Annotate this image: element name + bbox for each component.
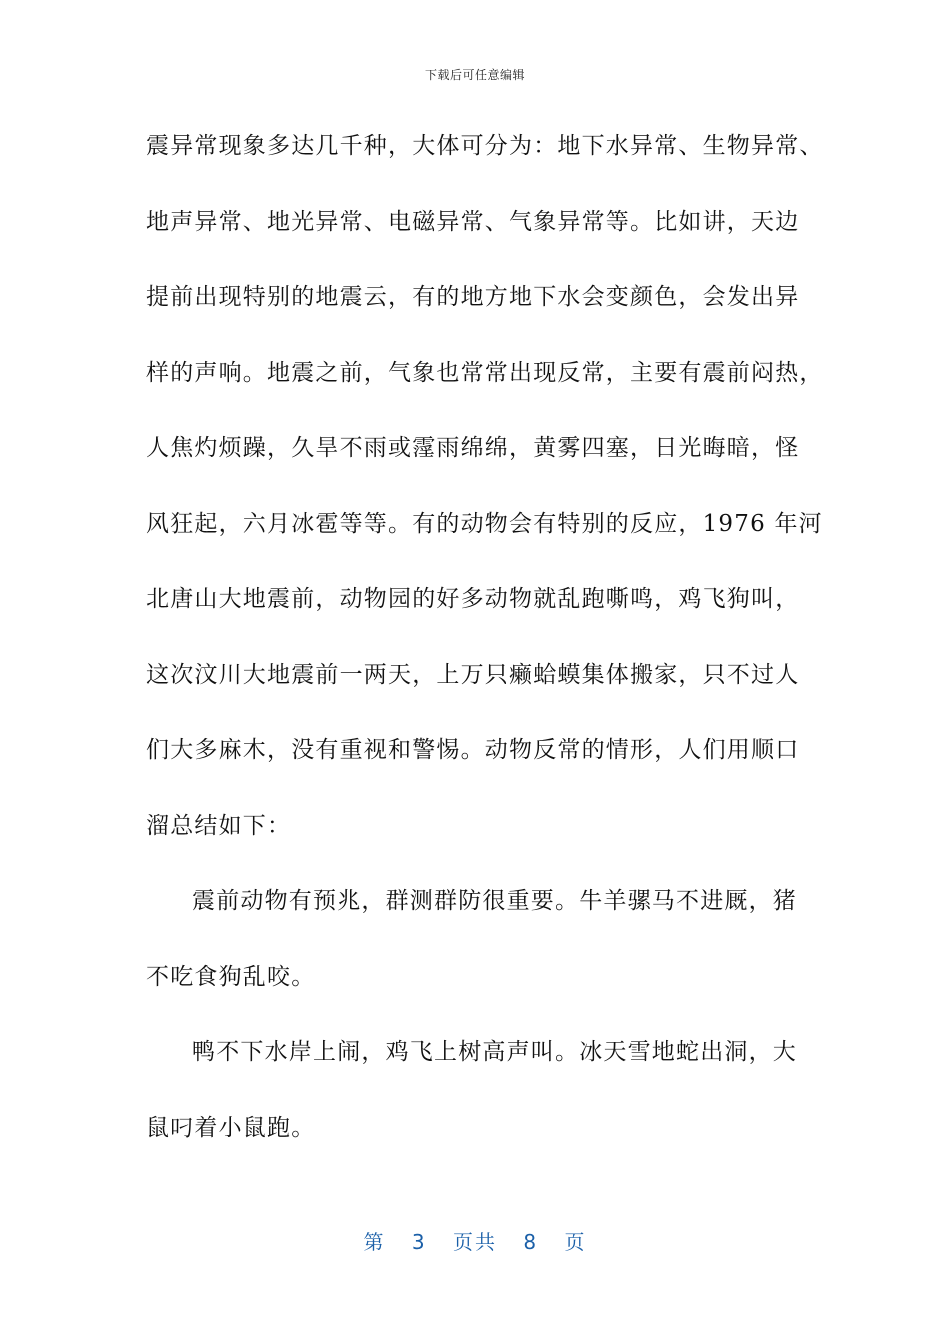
- body-line: 北唐山大地震前，动物园的好多动物就乱跑嘶鸣，鸡飞狗叫，: [146, 586, 800, 612]
- verse-line: 不吃食狗乱咬。: [146, 963, 316, 990]
- body-line: 这次汶川大地震前一两天，上万只癞蛤蟆集体搬家，只不过人: [146, 661, 800, 688]
- footer-prefix: 第: [363, 1230, 386, 1254]
- body-line: 溜总结如下：: [146, 812, 292, 839]
- current-page-number: 3: [411, 1230, 427, 1254]
- verse-line: 震前动物有预兆，群测群防很重要。牛羊骡马不进厩，猪: [192, 888, 797, 914]
- body-line: 人焦灼烦躁，久旱不雨或霪雨绵绵，黄雾四塞，日光晦暗，怪: [146, 435, 800, 461]
- verse-line: 鸭不下水岸上闹，鸡飞上树高声叫。冰天雪地蛇出洞，大: [192, 1039, 797, 1065]
- page-header: 下载后可任意编辑: [424, 68, 525, 82]
- body-line: 震异常现象多达几千种，大体可分为：地下水异常、生物异常、: [146, 133, 824, 159]
- footer-middle: 页共: [453, 1230, 497, 1254]
- body-line: 地声异常、地光异常、电磁异常、气象异常等。比如讲，天边: [146, 208, 800, 235]
- page-footer: [0, 1226, 950, 1255]
- total-page-count: 8: [523, 1230, 539, 1254]
- body-line: 提前出现特别的地震云，有的地方地下水会变颜色，会发出异: [146, 284, 800, 310]
- body-line: 样的声响。地震之前，气象也常常出现反常，主要有震前闷热，: [146, 359, 824, 386]
- document-body: [146, 126, 824, 1183]
- footer-suffix: 页: [564, 1230, 587, 1254]
- body-line: 风狂起，六月冰雹等等。有的动物会有特别的反应，1976 年河: [146, 510, 823, 537]
- body-line: 们大多麻木，没有重视和警惕。动物反常的情形，人们用顺口: [146, 737, 800, 763]
- verse-line: 鼠叼着小鼠跑。: [146, 1114, 316, 1141]
